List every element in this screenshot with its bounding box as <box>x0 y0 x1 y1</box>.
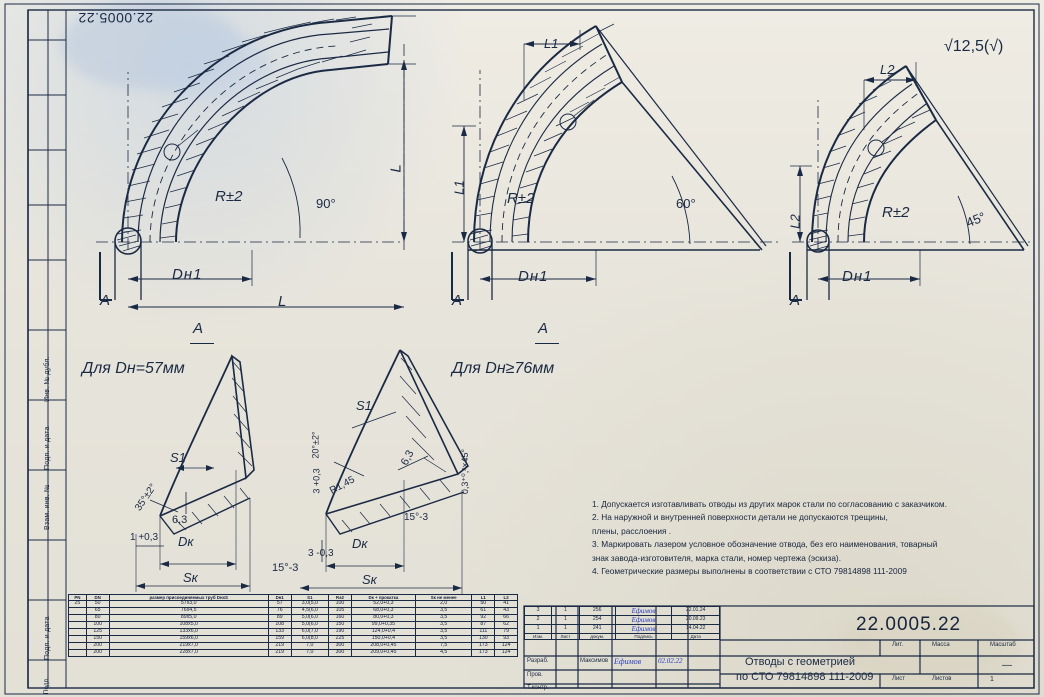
strip-label-podp-data-2: Подп. и дата <box>44 616 51 660</box>
view-45-dn1: Dн1 <box>842 268 873 285</box>
spec-cell-5: 150 <box>329 621 352 628</box>
spec-cell-5: 300 <box>329 642 352 649</box>
spec-col-4: S1 <box>291 595 328 601</box>
spec-cell-8: 173 <box>472 642 495 649</box>
spec-cell-9: 41 <box>495 601 518 608</box>
spec-cell-3: 133 <box>268 628 291 635</box>
spec-cell-2: 89x5,0 <box>109 615 268 622</box>
spec-col-8: L1 <box>472 595 495 601</box>
spec-col-9: L2 <box>495 595 518 601</box>
spec-cell-3: 219 <box>268 642 291 649</box>
rev-col-1: Лист <box>552 634 580 640</box>
view-90-dn1: Dн1 <box>172 266 203 283</box>
detail-right-angle-15: 15°-3 <box>404 512 429 523</box>
rev-cell-1: 1 <box>552 616 580 625</box>
strip-label-inv-dubl: Инв. № дубл. <box>44 356 51 402</box>
detail-left-Dk: Dк <box>178 534 194 549</box>
note-3: 3. Маркировать лазером условное обозначение отвода, без его наименования, товарный <box>592 539 938 550</box>
rev-cell-2: 241 <box>579 625 615 634</box>
detail-right-chamfer: 0,3⁺⁰,²×45° <box>460 448 471 495</box>
note-2: 2. На наружной и внутренней поверхности детали не допускаются трещины, <box>592 512 888 523</box>
spec-cell-8: 87 <box>472 621 495 628</box>
spec-cell-2: 108x5,0 <box>109 621 268 628</box>
spec-cell-4: 6,0(8,0 <box>291 635 328 642</box>
spec-cell-2: 57x3,0 <box>109 601 268 608</box>
view-45-section-mark: A <box>790 292 801 309</box>
title-block-title-line1: Отводы с геометрией <box>745 656 856 668</box>
spec-cell-7: 3,5 <box>415 608 471 615</box>
view-60-L1-top: L1 <box>544 36 559 51</box>
view-60-caption: Для Dн≥76мм <box>452 360 555 377</box>
spec-cell-6: 80,0+0,3 <box>351 615 415 622</box>
rev-cell-3: Ефимов <box>615 616 672 625</box>
spec-cell-2: 133x6,0 <box>109 628 268 635</box>
spec-cell-5: 160 <box>329 615 352 622</box>
view-90-L: L <box>278 293 287 310</box>
spec-col-1: DN <box>86 595 109 601</box>
view-45-L2-side: L2 <box>787 214 803 229</box>
spec-cell-4: 5,0(6,0 <box>291 621 328 628</box>
spec-cell-5: 100 <box>329 601 352 608</box>
view-60-section-mark-below: A <box>538 320 549 337</box>
detail-right-S1: S1 <box>356 398 372 413</box>
spec-cell-9: 66 <box>495 615 518 622</box>
rev-cell-4: 20.09.23 <box>672 616 720 625</box>
spec-cell-8: 61 <box>472 608 495 615</box>
spec-cell-6: 208,0+0,45 <box>351 642 415 649</box>
title-block-date-razrab: 02.02.22 <box>658 657 683 665</box>
view-90-section-mark: A <box>100 292 111 309</box>
spec-cell-4: 4,5(6,0 <box>291 608 328 615</box>
strip-label-podp-data-1: Подп. и дата <box>44 426 51 470</box>
spec-cell-3: 89 <box>268 615 291 622</box>
spec-cell-6: 209,0+0,45 <box>351 649 415 656</box>
view-45-L2-top: L2 <box>880 62 895 77</box>
spec-cell-7: 3,5 <box>415 635 471 642</box>
rev-cell-0: 3 <box>525 607 552 616</box>
strip-label-podp: Подп. <box>44 677 50 694</box>
title-block-role-razrab: Разраб. <box>527 658 549 664</box>
detail-right-dim-3minus: 3 -0,3 <box>308 548 334 559</box>
spec-cell-9: 62 <box>495 621 518 628</box>
title-block-sign-razrab: Ефимов <box>614 657 642 666</box>
spec-col-6: Dк + прокатка <box>351 595 415 601</box>
detail-left-Sk: Sк <box>183 570 198 585</box>
spec-cell-3: 159 <box>268 635 291 642</box>
detail-right-radius-R145: R1,45 <box>327 474 357 497</box>
drawing-number-top: 22.0005.22 <box>78 10 154 26</box>
detail-right-Dk: Dк <box>352 536 368 551</box>
title-block-lit: Лит. <box>892 642 904 648</box>
spec-cell-9: 79 <box>495 628 518 635</box>
spec-cell-1: 200 <box>86 649 109 656</box>
title-block-title-line2: по СТО 79814898 111-2009 <box>736 671 874 683</box>
rev-col-0: Изм. <box>525 634 552 640</box>
rev-col-4: Дата <box>672 634 720 640</box>
rev-col-2: докум. <box>579 634 615 640</box>
title-block-name-razrab: Максимов <box>580 658 609 664</box>
detail-left-angle-35: 35°±2° <box>133 481 160 514</box>
note-4: 4. Геометрические размеры выполнены в соответствии с СТО 79814898 111-2009 <box>592 566 907 577</box>
view-60-L1-side: L1 <box>451 180 467 195</box>
spec-cell-9: 93 <box>495 635 518 642</box>
rev-cell-2: 256 <box>579 607 615 616</box>
spec-cell-1: 200 <box>86 642 109 649</box>
rev-cell-1: 1 <box>552 625 580 634</box>
view-60-radius-label: R±2 <box>507 190 535 207</box>
spec-cell-2: 228x7,0 <box>109 649 268 656</box>
title-block-role-tkontr: Т.контр. <box>527 685 549 691</box>
view-90-radius-label: R±2 <box>215 188 243 205</box>
view-90-section-mark-below: A <box>193 320 204 337</box>
spec-cell-2: 159x6,0 <box>109 635 268 642</box>
detail-right-dim-3plus: 3 +0,3 <box>311 468 322 494</box>
spec-cell-5: 190 <box>329 628 352 635</box>
rev-cell-2: 254 <box>579 616 615 625</box>
spec-cell-7: 3,5 <box>415 621 471 628</box>
spec-cell-6: 68,0+0,3 <box>351 608 415 615</box>
detail-left-roughness: 6,3 <box>172 514 188 526</box>
note-1: 1. Допускается изготавливать отводы из других марок стали по согласованию с заказчиком. <box>592 499 947 509</box>
spec-cell-8: 92 <box>472 615 495 622</box>
spec-cell-7: 3,5 <box>415 615 471 622</box>
title-block-scale-value: — <box>1002 660 1012 671</box>
spec-cell-1: 65 <box>86 608 109 615</box>
title-block-massa: Масса <box>932 642 950 648</box>
spec-col-2: размер присоединяемых труб DнxS <box>109 595 268 601</box>
rev-cell-0: 1 <box>525 625 552 634</box>
title-block-masshtab: Масштаб <box>990 642 1016 648</box>
spec-cell-3: 57 <box>268 601 291 608</box>
spec-cell-8: 130 <box>472 635 495 642</box>
spec-cell-7: 4,5 <box>415 649 471 656</box>
spec-cell-3: 76 <box>268 608 291 615</box>
spec-cell-6: 124,0+0,4 <box>351 628 415 635</box>
title-block-number: 22.0005.22 <box>856 614 962 635</box>
spec-cell-9: 43 <box>495 608 518 615</box>
spec-cell-4: 7,0 <box>291 642 328 649</box>
view-60-section-mark: A <box>452 292 463 309</box>
spec-cell-2: 76x4,5 <box>109 608 268 615</box>
spec-cell-3: 108 <box>268 621 291 628</box>
spec-cell-5: 225 <box>329 635 352 642</box>
spec-cell-7: 2,0 <box>415 601 471 608</box>
view-45-radius-label: R±2 <box>882 204 910 221</box>
detail-right-angle-20: 20°±2° <box>310 431 321 459</box>
rev-cell-1: 1 <box>552 607 580 616</box>
strip-label-vzam-inv: Взам. инв. № <box>44 484 51 530</box>
spec-cell-1: 80 <box>86 615 109 622</box>
spec-cell-6: 52,0+0,3 <box>351 601 415 608</box>
spec-cell-4: 6,0(7,0 <box>291 628 328 635</box>
view-60-dn1: Dн1 <box>518 268 549 285</box>
title-block-listov-value: 1 <box>990 676 994 683</box>
detail-left-dim-1: 1 +0,3 <box>130 532 159 543</box>
title-block-list: Лист <box>892 676 906 682</box>
detail-right-roughness: 6,3 <box>398 448 417 468</box>
title-block-role-prov: Пров. <box>527 672 543 678</box>
roughness-note: √12,5(√) <box>944 38 1004 55</box>
view-90-L-vertical: L <box>387 164 405 173</box>
view-90-angle-label: 90° <box>316 196 336 211</box>
spec-col-0: PN <box>69 595 87 601</box>
spec-cell-8: 173 <box>472 649 495 656</box>
view-45-angle-label: 45° <box>963 208 988 231</box>
spec-cell-9: 124 <box>495 649 518 656</box>
rev-cell-4: 14.04.22 <box>672 625 720 634</box>
rev-cell-0: 2 <box>525 616 552 625</box>
spec-col-5: R±2 <box>329 595 352 601</box>
spec-cell-4: 3,0(5,0 <box>291 601 328 608</box>
detail-right-angle-15-2: 15°-3 <box>272 562 299 574</box>
detail-left-S1: S1 <box>170 450 186 465</box>
spec-cell-6: 150,0+0,4 <box>351 635 415 642</box>
spec-col-7: Sк не менее <box>415 595 471 601</box>
spec-cell-7: 3,5 <box>415 628 471 635</box>
spec-col-3: Dн1 <box>268 595 291 601</box>
detail-right-Sk: Sк <box>362 572 377 587</box>
spec-cell-1: 125 <box>86 628 109 635</box>
spec-cell-4: 7,0 <box>291 649 328 656</box>
spec-cell-0: 25 <box>69 601 87 608</box>
spec-cell-8: 111 <box>472 628 495 635</box>
spec-cell-1: 150 <box>86 635 109 642</box>
rev-col-3: Подпись <box>615 634 672 640</box>
spec-cell-2: 219x7,0 <box>109 642 268 649</box>
spec-cell-8: 50 <box>472 601 495 608</box>
view-90-caption: Для Dн=57мм <box>82 360 185 377</box>
spec-cell-3: 219 <box>268 649 291 656</box>
spec-cell-5: 300 <box>329 649 352 656</box>
rev-cell-3: Ефимов <box>615 625 672 634</box>
spec-cell-7: 7,5 <box>415 642 471 649</box>
rev-cell-3: Ефимов <box>615 607 672 616</box>
spec-cell-1: 100 <box>86 621 109 628</box>
spec-cell-4: 5,0(6,0 <box>291 615 328 622</box>
rev-cell-4: 22.01.24 <box>672 607 720 616</box>
note-3b: знак завода-изготовителя, марка стали, номер чертежа (эскиза). <box>592 552 842 563</box>
spec-cell-5: 105 <box>329 608 352 615</box>
view-60-angle-label: 60° <box>676 196 696 211</box>
title-block-listov: Листов <box>932 676 952 682</box>
spec-cell-1: 50 <box>86 601 109 608</box>
spec-cell-9: 124 <box>495 642 518 649</box>
note-2b: плены, расслоения . <box>592 525 672 536</box>
spec-cell-6: 99,0+0,35 <box>351 621 415 628</box>
